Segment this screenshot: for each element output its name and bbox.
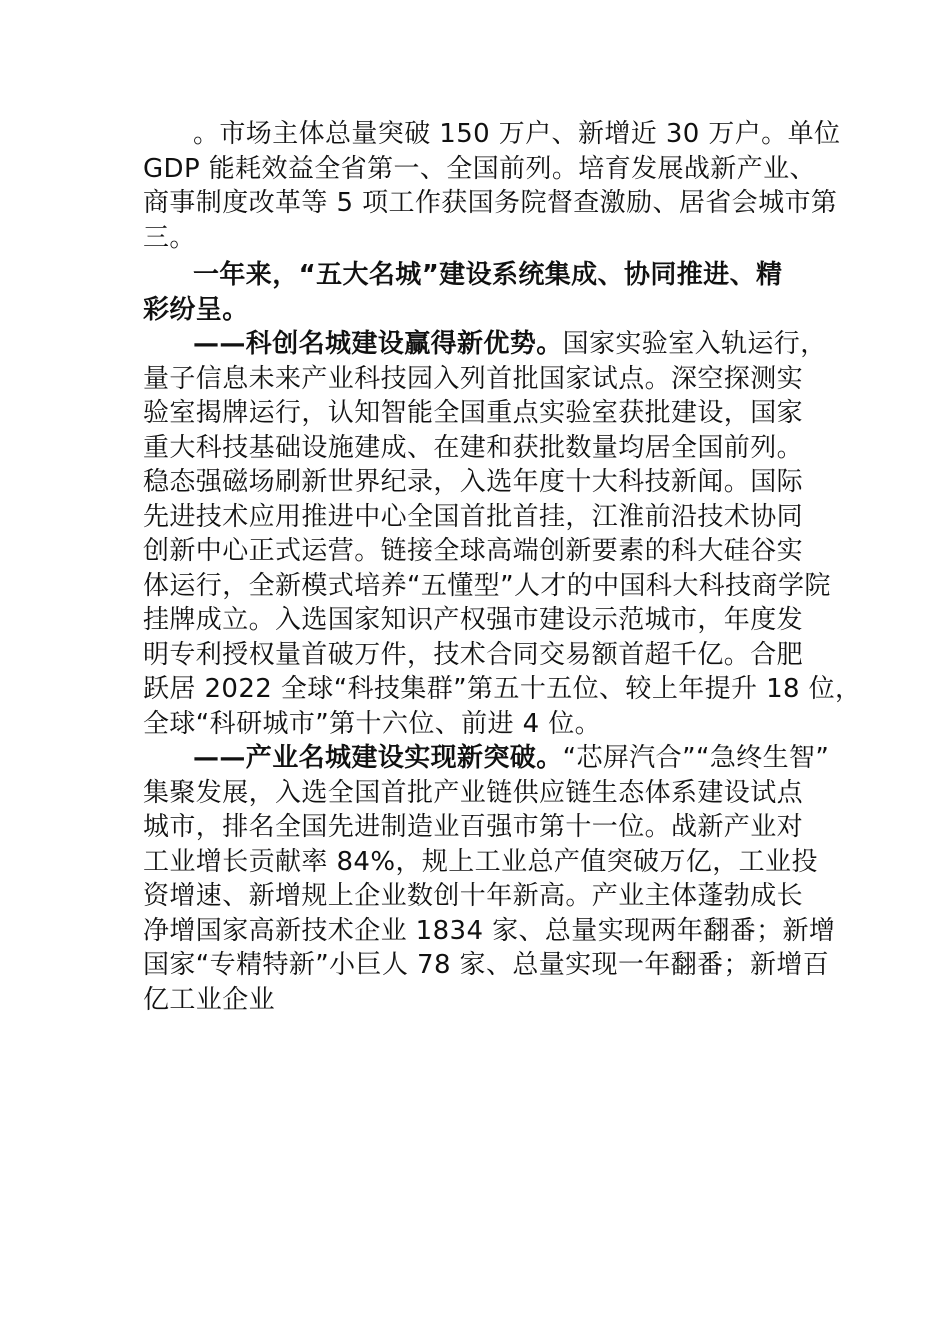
text-line: 。市场主体总量突破 150 万户、新增近 30 万户。单位 xyxy=(193,119,841,149)
text-line: 亿工业企业 xyxy=(143,984,276,1015)
text-line: 城市，排名全国先进制造业百强市第十一位。战新产业对 xyxy=(143,812,804,842)
text-line: 跃居 2022 全球“科技集群”第五十五位、较上年提升 18 位， xyxy=(143,674,862,704)
text-run: “芯屏汽合”“急终生智” xyxy=(562,743,830,773)
paragraph-sci-tech-city xyxy=(143,327,862,741)
text-line: GDP 能耗效益全省第一、全国前列。培育发展战新产业、 xyxy=(143,153,816,184)
text-line: 全球“科研城市”第十六位、前进 4 位。 xyxy=(143,708,602,739)
text-line: 稳态强磁场刷新世界纪录，入选年度十大科技新闻。国际 xyxy=(143,467,804,497)
text-line: 彩纷呈。 xyxy=(143,294,249,325)
text-line: 验室揭牌运行，认知智能全国重点实验室获批建设，国家 xyxy=(143,398,804,428)
text-line: 三。 xyxy=(143,222,196,253)
text-line: 集聚发展，入选全国首批产业链供应链生态体系建设试点 xyxy=(143,777,804,808)
text-line: 挂牌成立。入选国家知识产权强市建设示范城市，年度发 xyxy=(143,605,804,635)
text-line: 创新中心正式运营。链接全球高端创新要素的科大硅谷实 xyxy=(143,536,804,566)
text-line: 体运行，全新模式培养“五懂型”人才的中国科大科技商学院 xyxy=(143,570,831,601)
paragraph-market-entities xyxy=(143,117,841,255)
text-line: 重大科技基础设施建成、在建和获批数量均居全国前列。 xyxy=(143,432,804,463)
document-body xyxy=(143,117,862,1017)
text-line: 先进技术应用推进中心全国首批首挂，江淮前沿技术协同 xyxy=(143,501,804,532)
text-line: 工业增长贡献率 84%，规上工业总产值突破万亿，工业投 xyxy=(143,846,818,877)
text-line xyxy=(143,741,833,776)
paragraph-industry-city xyxy=(143,741,836,1017)
text-run: 国家实验室入轨运行， xyxy=(562,329,827,359)
text-line: 量子信息未来产业科技园入列首批国家试点。深空探测实 xyxy=(143,363,804,394)
text-line: 商事制度改革等 5 项工作获国务院督查激励、居省会城市第 xyxy=(143,188,838,218)
text-line: 一年来，“五大名城”建设系统集成、协同推进、精 xyxy=(193,260,783,290)
section-lead-heading: ——产业名城建设实现新突破。 xyxy=(193,743,563,773)
text-line xyxy=(143,327,833,362)
text-line: 国家“专精特新”小巨人 78 家、总量实现一年翻番；新增百 xyxy=(143,950,830,980)
section-lead-heading: ——科创名城建设赢得新优势。 xyxy=(193,329,563,359)
text-line: 净增国家高新技术企业 1834 家、总量实现两年翻番；新增 xyxy=(143,915,836,946)
paragraph-five-cities-heading xyxy=(143,258,833,327)
text-line: 资增速、新增规上企业数创十年新高。产业主体蓬勃成长 xyxy=(143,881,804,911)
text-line: 明专利授权量首破万件，技术合同交易额首超千亿。合肥 xyxy=(143,639,804,670)
